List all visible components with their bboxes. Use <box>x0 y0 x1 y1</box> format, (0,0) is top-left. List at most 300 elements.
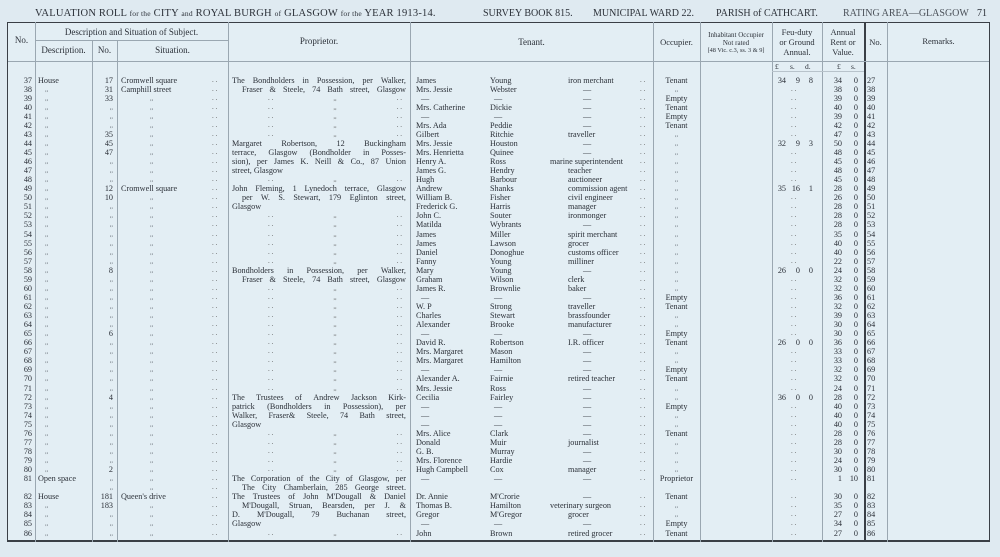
proprietor-line <box>232 411 406 420</box>
occupier: ,, <box>674 257 679 265</box>
feu-unit-pence: d. <box>805 62 811 71</box>
leader-dots: . . <box>268 256 274 265</box>
proprietor-word: Walker, <box>232 410 258 420</box>
row-number-right: 76 <box>867 428 876 438</box>
situation-leader: . . <box>212 256 218 265</box>
rent-pounds: 27 <box>833 510 842 520</box>
row-number-right: 41 <box>867 111 876 121</box>
tenant-first-name: Mrs. Jessie <box>416 138 453 148</box>
rent-shillings: 0 <box>853 75 858 85</box>
row-number: 86 <box>23 528 32 538</box>
situation-leader: . . <box>212 347 218 356</box>
proprietor-word: Steele, <box>306 410 329 420</box>
situation-leader: . . <box>212 184 218 193</box>
situation: ,, <box>150 402 154 410</box>
feu-leader: . . <box>791 446 797 455</box>
proprietor-ditto <box>232 529 406 538</box>
ditto-mark: ,, <box>333 121 337 129</box>
rent-shillings: 0 <box>853 338 858 348</box>
occupier: Tenant <box>665 302 688 311</box>
proprietor-ditto <box>232 230 406 239</box>
header-tenant: Tenant. <box>518 37 545 47</box>
description: ,, <box>45 457 49 465</box>
leader-dots: . . <box>396 229 402 238</box>
proprietor-word: James <box>273 157 294 167</box>
description: ,, <box>45 420 49 428</box>
row-number: 56 <box>23 247 32 257</box>
rent-pounds: 24 <box>833 383 842 393</box>
house-number: ,, <box>109 176 113 184</box>
proprietor-word: street, <box>386 193 406 203</box>
house-number: 8 <box>108 265 113 275</box>
leader-dots: . . <box>396 238 402 247</box>
occupier: ,, <box>674 275 679 283</box>
tenant-first-name: W. P <box>416 302 432 311</box>
proprietor-ditto <box>232 121 406 130</box>
ditto-mark: ,, <box>333 438 337 446</box>
house-number: ,, <box>109 384 113 392</box>
row-number-right: 82 <box>867 492 876 502</box>
row-number-right: 86 <box>867 528 876 538</box>
proprietor-word: Jackson <box>350 392 377 402</box>
proprietor-word: & <box>369 492 377 502</box>
tenant-first-name: Mrs. Jessie <box>416 383 453 393</box>
leader-dots: . . <box>396 456 402 465</box>
proprietor-word: Glasgow <box>376 184 406 194</box>
tenant-surname: Murray <box>490 446 515 456</box>
proprietor-word: per <box>256 157 268 167</box>
feu-leader: . . <box>791 220 797 229</box>
row-number: 71 <box>23 383 32 393</box>
proprietor-word: 79 <box>311 510 320 520</box>
description: ,, <box>45 429 49 437</box>
ditto-mark: ,, <box>333 284 337 292</box>
proprietor-line <box>232 402 406 411</box>
leader-dots: . . <box>396 102 402 111</box>
feu-leader: . . <box>791 410 797 419</box>
rent-pounds: 32 <box>833 274 842 284</box>
leader-dots: . . <box>396 465 402 474</box>
proprietor-ditto <box>232 347 406 356</box>
occupation-leader: . . <box>640 446 646 455</box>
rent-pounds: 45 <box>833 157 842 167</box>
row-number-right: 39 <box>867 93 876 103</box>
row-number: 43 <box>23 129 32 139</box>
description: ,, <box>45 384 49 392</box>
header-divider <box>8 61 989 62</box>
row-number-right: 68 <box>867 356 876 366</box>
proprietor-ditto <box>232 429 406 438</box>
tenant-occupation: — <box>583 419 592 429</box>
description: ,, <box>45 366 49 374</box>
row-number-right: 49 <box>867 184 876 194</box>
rent-shillings: 0 <box>853 374 858 384</box>
proprietor-word: 74 <box>339 410 349 420</box>
house-number: 4 <box>108 392 113 402</box>
tenant-occupation: civil engineer <box>568 193 613 203</box>
situation: ,, <box>150 420 154 428</box>
tenant-first-name: Thomas B. <box>416 501 452 511</box>
situation: ,, <box>150 148 154 156</box>
situation: ,, <box>150 230 154 238</box>
proprietor-ditto <box>232 94 406 103</box>
rent-pounds: 26 <box>833 193 842 203</box>
feu-leader: . . <box>791 374 797 383</box>
row-number: 42 <box>23 120 32 130</box>
leader-dots: . . <box>268 320 274 329</box>
row-number: 57 <box>23 256 32 266</box>
proprietor-ditto <box>232 211 406 220</box>
rent-shillings: 0 <box>853 184 858 194</box>
row-number-right: 43 <box>867 129 876 139</box>
row-number: 78 <box>23 446 32 456</box>
tenant-occupation: — <box>583 365 592 375</box>
situation: ,, <box>150 221 154 229</box>
title-text: for the <box>129 9 151 18</box>
tenant-first-name: Mrs. Catherine <box>416 102 466 112</box>
row-number-right: 79 <box>867 456 876 466</box>
situation: ,, <box>150 393 154 401</box>
occupation-leader: . . <box>640 147 646 156</box>
house-number: 12 <box>104 184 113 194</box>
situation: ,, <box>150 529 154 537</box>
proprietor-word: Eglinton <box>349 193 378 203</box>
leader-dots: . . <box>268 528 274 537</box>
tenant-occupation: baker <box>568 283 587 293</box>
house-number: ,, <box>109 167 113 175</box>
row-number-right: 47 <box>867 166 876 176</box>
feu-leader: . . <box>791 256 797 265</box>
house-number: ,, <box>109 275 113 283</box>
row-number-right: 73 <box>867 401 876 411</box>
row-number-right: 65 <box>867 329 876 339</box>
tenant-surname: Wybrants <box>490 220 522 230</box>
occupation-leader: . . <box>640 437 646 446</box>
feu-leader: . . <box>791 157 797 166</box>
row-number-right: 52 <box>867 211 876 221</box>
rent-pounds: 30 <box>833 446 842 456</box>
tenant-occupation: — <box>583 138 592 148</box>
occupier: Empty <box>665 401 688 411</box>
description: ,, <box>45 257 49 265</box>
situation: ,, <box>150 520 154 528</box>
tenant-first-name: John C. <box>416 211 442 221</box>
feu-pence: 0 <box>808 338 813 348</box>
occupation-leader: . . <box>640 528 646 537</box>
occupier: ,, <box>674 466 679 474</box>
occupation-leader: . . <box>640 129 646 138</box>
rent-pounds: 38 <box>833 84 842 94</box>
column-divider <box>410 22 411 542</box>
situation-leader: . . <box>212 147 218 156</box>
occupier: ,, <box>674 393 679 401</box>
occupation-leader: . . <box>640 256 646 265</box>
situation-leader: . . <box>212 111 218 120</box>
tenant-surname: Brown <box>490 528 513 538</box>
tenant-first-name: William B. <box>416 193 453 203</box>
proprietor-word: street, <box>349 274 370 284</box>
ditto-mark: ,, <box>333 212 337 220</box>
rent-shillings: 0 <box>853 519 858 529</box>
occupier: Empty <box>665 329 688 339</box>
proprietor-word: & <box>269 274 276 284</box>
proprietor-line <box>232 266 406 275</box>
tenant-first-name: Henry A. <box>416 157 447 167</box>
description: ,, <box>45 112 49 120</box>
proprietor-ditto <box>232 465 406 474</box>
leader-dots: . . <box>396 329 402 338</box>
header-no-right: No. <box>869 37 882 47</box>
occupier: Tenant <box>665 428 688 438</box>
situation-leader: . . <box>212 302 218 310</box>
rent-pounds: 40 <box>833 410 842 420</box>
house-number: 183 <box>100 501 113 511</box>
rent-pounds: 30 <box>833 329 842 339</box>
tenant-occupation: — <box>583 410 592 420</box>
rent-pounds: 34 <box>833 75 842 85</box>
tenant-first-name: David R. <box>416 338 446 348</box>
tenant-occupation: journalist <box>568 437 599 447</box>
leader-dots: . . <box>268 120 274 129</box>
proprietor-word: D. <box>232 510 240 520</box>
proprietor-word: & <box>269 84 276 94</box>
occupier: ,, <box>674 457 679 465</box>
situation: Camphill street <box>121 84 172 94</box>
rent-pounds: 45 <box>833 175 842 185</box>
occupation-leader: . . <box>640 356 646 365</box>
row-number: 68 <box>23 356 32 366</box>
ditto-mark: ,, <box>333 447 337 455</box>
row-number-right: 38 <box>867 84 876 94</box>
tenant-occupation: — <box>583 220 592 230</box>
row-number-right: 85 <box>867 519 876 529</box>
tenant-surname: — <box>494 329 503 339</box>
description: ,, <box>45 85 49 93</box>
row-number: 64 <box>23 320 32 330</box>
tenant-surname: Strong <box>490 302 512 311</box>
situation-leader: . . <box>212 238 218 247</box>
proprietor-word: in <box>287 265 294 275</box>
house-number: ,, <box>109 366 113 374</box>
proprietor-word: Bondholders <box>252 75 295 85</box>
description: ,, <box>45 438 49 446</box>
title-text: and <box>181 9 193 18</box>
feu-shillings: 0 <box>795 392 800 402</box>
tenant-surname: — <box>494 93 503 103</box>
row-number-right: 48 <box>867 175 876 185</box>
occupation-leader: . . <box>640 492 646 501</box>
proprietor-word: of <box>288 492 296 502</box>
rent-pounds: 28 <box>833 428 842 438</box>
leader-dots: . . <box>268 329 274 338</box>
occupier: ,, <box>674 230 679 238</box>
rent-shillings: 0 <box>853 329 858 339</box>
feu-leader: . . <box>791 147 797 156</box>
row-number-right: 57 <box>867 256 876 266</box>
tenant-first-name: Charles <box>416 311 442 321</box>
proprietor-ditto <box>232 456 406 465</box>
feu-pence: 0 <box>808 265 813 275</box>
tenant-first-name: Matilda <box>416 220 442 230</box>
rent-shillings: 0 <box>853 392 858 402</box>
tenant-surname: — <box>494 419 503 429</box>
tenant-occupation: — <box>583 93 592 103</box>
tenant-surname: — <box>494 111 503 121</box>
description: ,, <box>45 293 49 301</box>
occupier: Tenant <box>665 120 688 130</box>
header-line: Inhabitant Occupier <box>708 31 764 39</box>
proprietor-word: Walker, <box>380 265 406 275</box>
leader-dots: . . <box>396 93 402 102</box>
description: ,, <box>45 284 49 292</box>
house-number: ,, <box>109 357 113 365</box>
feu-leader: . . <box>791 193 797 202</box>
occupation-leader: . . <box>640 175 646 184</box>
situation-leader: . . <box>212 392 218 401</box>
leader-dots: . . <box>396 347 402 356</box>
rent-pounds: 32 <box>833 302 842 311</box>
situation-leader: . . <box>212 166 218 175</box>
leader-dots: . . <box>396 220 402 229</box>
leader-dots: . . <box>396 256 402 265</box>
feu-leader: . . <box>791 283 797 292</box>
proprietor-word: The <box>232 75 245 85</box>
tenant-first-name: Dr. Annie <box>416 492 448 502</box>
tenant-surname: Cox <box>490 465 504 475</box>
tenant-surname: Donoghue <box>490 247 525 257</box>
rent-shillings: 0 <box>853 166 858 176</box>
proprietor-word: Trustees <box>252 492 281 502</box>
row-number-right: 84 <box>867 510 876 520</box>
row-number-right: 27 <box>867 75 876 85</box>
rent-shillings: 0 <box>853 465 858 475</box>
tenant-surname: Webster <box>490 84 517 94</box>
tenant-occupation: — <box>583 265 592 275</box>
tenant-occupation: — <box>583 392 592 402</box>
header-line: Value. <box>832 47 854 57</box>
occupier: ,, <box>674 185 679 193</box>
tenant-occupation: — <box>583 84 592 94</box>
situation-leader: . . <box>212 519 218 528</box>
proprietor-line <box>232 139 406 148</box>
situation-leader: . . <box>212 528 218 537</box>
situation: ,, <box>150 103 154 111</box>
feu-shillings: 0 <box>795 265 800 275</box>
leader-dots: . . <box>268 211 274 220</box>
feu-leader: . . <box>791 202 797 211</box>
proprietor-line <box>232 148 406 157</box>
tenant-first-name: — <box>421 93 430 103</box>
leader-dots: . . <box>396 320 402 329</box>
house-number: ,, <box>109 411 113 419</box>
tenant-surname: Clark <box>490 428 509 438</box>
rent-pounds: 47 <box>833 129 842 139</box>
tenant-surname: M'Gregor <box>490 510 522 520</box>
tenant-surname: Young <box>490 265 512 275</box>
leader-dots: . . <box>268 347 274 356</box>
proprietor-line <box>242 483 406 492</box>
leader-dots: . . <box>396 302 402 310</box>
proprietor-word: Glasgow <box>268 147 298 157</box>
proprietor-line <box>232 492 406 501</box>
feu-pounds: 35 <box>777 184 786 194</box>
header-divider <box>35 40 228 41</box>
tenant-first-name: James G. <box>416 166 447 176</box>
row-number-right: 46 <box>867 157 876 167</box>
header-line: Not rated <box>722 39 750 47</box>
proprietor-word: per <box>362 75 373 85</box>
leader-dots: . . <box>268 229 274 238</box>
header-description-group: Description and Situation of Subject. <box>64 27 199 37</box>
row-number: 69 <box>23 365 32 375</box>
tenant-surname: Wilson <box>490 274 514 284</box>
row-number-right: 83 <box>867 501 876 511</box>
tenant-first-name: James <box>416 229 437 239</box>
occupation-leader: . . <box>640 383 646 392</box>
occupier: Empty <box>665 111 688 121</box>
rent-shillings: 0 <box>853 428 858 438</box>
header-line: Annual <box>830 27 856 37</box>
tenant-first-name: Graham <box>416 274 443 284</box>
ditto-mark: ,, <box>333 357 337 365</box>
column-divider <box>822 22 823 542</box>
occupation-leader: . . <box>640 419 646 428</box>
occupation-leader: . . <box>640 374 646 383</box>
situation: ,, <box>150 194 154 202</box>
situation: ,, <box>150 457 154 465</box>
rent-pounds: 40 <box>833 102 842 112</box>
description: ,, <box>45 94 49 102</box>
tenant-first-name: Mrs. Jessie <box>416 84 453 94</box>
occupation-leader: . . <box>640 93 646 102</box>
feu-leader: . . <box>791 93 797 102</box>
proprietor-word: Chamberlain, <box>283 483 328 493</box>
situation-leader: . . <box>212 456 218 465</box>
proprietor-word: street, <box>386 410 406 420</box>
column-divider <box>772 22 773 542</box>
situation: Queen's drive <box>121 492 166 502</box>
rent-pounds: 42 <box>833 120 842 130</box>
proprietor-word: 1 <box>292 184 297 194</box>
proprietor-word: Bath <box>359 410 375 420</box>
rent-shillings: 0 <box>853 320 858 330</box>
proprietor-word: John <box>232 184 248 194</box>
proprietor-word: Neill <box>314 157 332 167</box>
occupation-leader: . . <box>640 474 646 483</box>
tenant-occupation: retired teacher <box>568 374 616 384</box>
occupation-leader: . . <box>640 302 646 310</box>
column-divider <box>228 22 229 542</box>
ditto-mark: ,, <box>333 103 337 111</box>
feu-leader: . . <box>791 229 797 238</box>
leader-dots: . . <box>396 120 402 129</box>
tenant-first-name: — <box>421 519 430 529</box>
occupier: Empty <box>665 93 688 103</box>
ditto-mark: ,, <box>333 348 337 356</box>
ditto-mark: ,, <box>333 293 337 301</box>
tenant-occupation: — <box>583 120 592 130</box>
leader-dots: . . <box>396 292 402 301</box>
page-title <box>35 8 436 19</box>
occupation-leader: . . <box>640 265 646 274</box>
proprietor-word: George <box>354 483 379 493</box>
rent-shillings: 0 <box>853 202 858 212</box>
tenant-surname: Brownlie <box>490 283 521 293</box>
description: ,, <box>45 121 49 129</box>
rent-shillings: 0 <box>853 501 858 511</box>
rent-pounds: 40 <box>833 247 842 257</box>
feu-leader: . . <box>791 401 797 410</box>
